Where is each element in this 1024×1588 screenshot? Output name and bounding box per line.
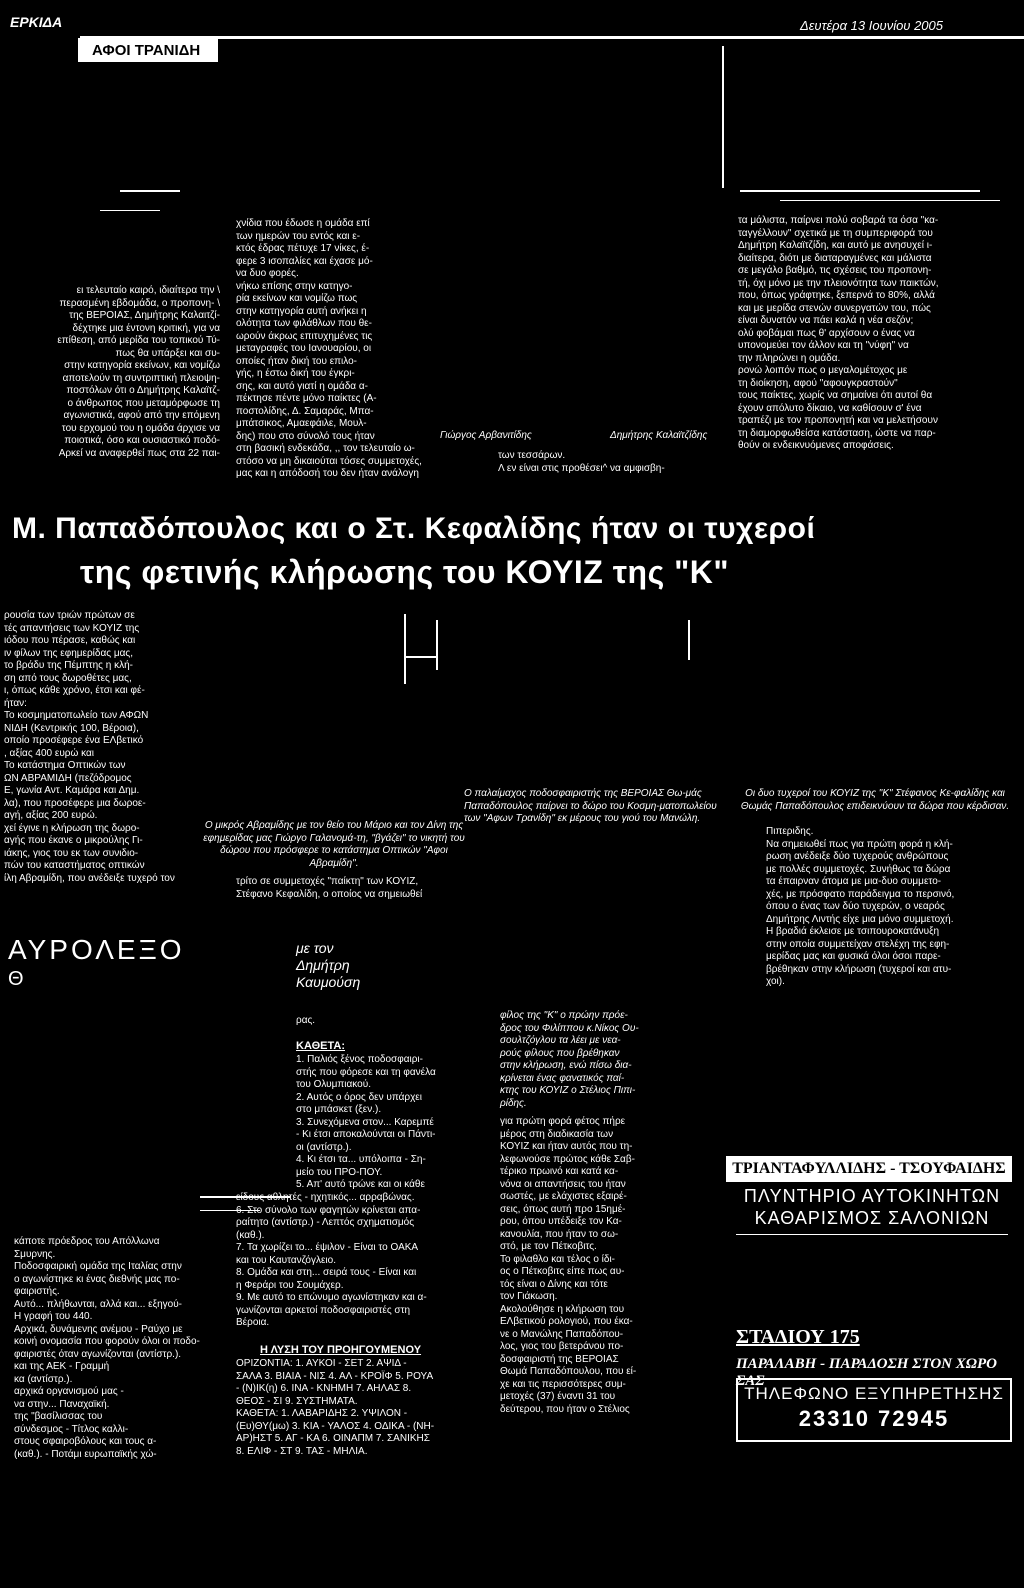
ad-phone: 23310 72945	[798, 1406, 950, 1431]
rule-4	[780, 200, 1000, 201]
photo-mark-4	[688, 620, 690, 660]
ad-phone-label: ΤΗΛΕΦΩΝΟ ΕΞΥΠΗΡΕΤΗΣΗΣ	[744, 1384, 1004, 1403]
ad-rule	[736, 1234, 1008, 1235]
crossword-title: ΑΥΡΟΛΕΞΟ	[8, 934, 185, 965]
rule-2	[100, 210, 160, 211]
crossword-byline: με τον Δημήτρη Καυμούση	[296, 940, 361, 990]
section-label: ΕΡΚΙΔΑ	[10, 14, 63, 30]
col1-top-text: ει τελευταίο καιρό, ιδιαίτερα την \ περασμένη εβδομάδα, ο προπονη- \ της ΒΕΡΟΙΑΣ, Δημήτρης Καλαιτζί- δέχτηκε μια έντονη κριτική, για να επίθεση, από μερίδα του τοπικού Τύ- πως θα υπάρξει και συ- στην κατηγορία εκείνων, και νομίζω αποτελούν τη συντριπτική πλειοψη- ποστόλων ότι ο Δημήτρης Καλαϊτζ- ο άνθρωπος που μεταμόρφωσε τη αγωνιστικά, αφού από την επόμενη του ερχομού του η ομάδα άρχισε να ποιοτικά, όσο και ουσιαστικό ποδό- Αρκεί να αναφερθεί πως στα 22 παι-	[57, 285, 220, 459]
headline-line-2: της φετινής κλήρωσης του ΚΟΥΙΖ της "Κ"	[80, 554, 730, 590]
col3-text: τρίτο σε συμμετοχές "παίκτη" των ΚΟΥΙΖ, Στέφανο Κεφαλίδη, ο οποίος να σημειωθεί	[236, 876, 423, 900]
kaqeta-text-wide: είδους αθλητές - ηχητικός... αρραβώνας. 6. Στο σύνολο των φαγητών κρίνεται απα- ραίτητο (αντίστρ.) - Λεπτός σχηματισμός (καθ.). 7. Τα χωρίζει το... έψιλον - Είναι το ΟΑΚΑ και του Καυτανζόγλειο. 8. Ομάδα και στη... σειρά τους - Είναι και η Φεράρι του Σουμάχερ. 9. Με αυτό το επώνυμο αγωνίστηκαν και α- γωνίζονται αρκετοί ποδοσφαιριστές στη Βέροια.	[236, 1192, 427, 1328]
col4-text: Πιπεριδης. Να σημειωθεί πως για πρώτη φορά η κλή- ρωση ανέδειξε δύο τυχερούς ανθρώπους με πολλές συμμετοχές. Συνήθως τα δώρα τα έπαιρναν άτομα με μια-δυο συμμετο- χές, με πρόσφατο παράδειγμα το περσινό, όπου ο ένας των δύο τυχερών, ο νεαρός Δημήτρης Λιντής είχε μια μόνο συμμετοχή. Η βραδιά έκλεισε με τσιπουροκατάνυξη στην οποία συμμετείχαν στελέχη της εφη- μερίδας μας και φυσικά όλοι όσοι παρε- βρέθηκαν στην κλήρωση (τυχεροί και ατυ- χοι).	[766, 826, 955, 987]
kaqeta-text: 1. Παλιός ξένος ποδοσφαιρι- στής που φόρεσε και τη φανέλα του Ολυμπιακού. 2. Αυτός ο όρος δεν υπάρχει στο μπάσκετ (ξεν.). 3. Συνεχόμενα στον... Καρεμπέ - Κι έτσι αποκαλούνται οι Πάντι- οι (αντίστρ.). 4. Κι έτσι τα... υπόλοιπα - Ση- μείο του ΠΡΟ-ΠΟΥ. 5. Απ' αυτό τρώνε και οι κάθε	[296, 1054, 436, 1190]
col4-top-text: τα μάλιστα, παίρνει πολύ σοβαρά τα όσα "κα- ταγγέλλουν" σχετικά με τη συμπεριφορά του Δημήτρη Καλαϊτζίδη, και αυτό με ανησυχεί ι- διαίτερα, διότι με διαταραγμένες και μάλιστα σε μεγάλο βαθμό, τις σχέσεις του προπονη- τή, όχι μόνο με την πλειονότητα των παικτών, που, όπως γράφτηκε, ξεπερνά το 80%, αλλά και με μερίδα στενών συνεργατών του, πώς είναι δυνατόν να πάει καλά η νέα σεζόν; ολύ φοβάμαι πως θ' αρχίσουν ο ένας να υπονομεύει τον άλλον και τη "νύφη" να την πληρώνει η ομάδα. ρονώ λοιπόν πως ο μεγαλομέτοχος με τη διοίκηση, αφού "αφουγκραστούν" τους παίκτες, χωρίς να σημαίνει ότι αυτοί θα έχουν απόλυτο δίκαιο, να καθίσουν σ' ένα τραπέζι με τον προπονητή και να μελετήσουν τη διαμορφωθείσα κατάσταση, ώστε να παρ- θούν οι ενδεικνυόμενες αποφάσεις.	[738, 215, 939, 451]
col3-story: για πρώτη φορά φέτος πήρε μέρος στη διαδικασία των ΚΟΥΙΖ και ήταν αυτός που τη- λεφωνούσε πρώτος κάθε Σαβ- τέρικο πρωινό και κατά κα- νόνα οι απαντήσεις του ήταν σωστές, με ελάχιστες εξαιρέ- σεις, όπως αυτή προ 15ημέ- ρου, όπου υπέδειξε τον Κα- κανουλία, που ήταν το σω- στό, με τον Πέτκοβιτς. Το φιλαθλο και τέλος ο ίδι- ος ο Πέτκοβιτς είπε πως αυ- τός είναι ο Δίνης και τότε τον Γιάκωση. Ακολούθησε η κλήρωση του ΕΛβετικού ρολογιού, που έκα- νε ο Μανώλης Παπαδόπου- λος, γιος του βετεράνου πο- δοσφαιριστή της ΒΕΡΟΙΑΣ Θωμά Παπαδόπουλου, που εί- χε και τις περισσότερες συμ- μετοχές (37) έναντι 31 του δεύτερου, που ήταν ο Στέλιος	[500, 1116, 637, 1415]
photo-mark-3	[404, 656, 438, 658]
caption-ousoultzoglou: φίλος της "Κ" ο πρώην πρόε- δρος του Φιλίππου κ.Νίκος Ου- σουλτζόγλου τα λέει με νεα- ρούς φίλους που βρέθηκαν στην κλήρωση, ενώ πίσω δια- κρίνεται ένας φανατικός παί- κτης του ΚΟΥΙΖ ο Στέλιος Πιπι- ρίδης.	[500, 1010, 639, 1109]
crossword-grid	[10, 990, 286, 1210]
solution-text: ΟΡΙΖΟΝΤΙΑ: 1. ΑΥΚΟΙ - ΣΕΤ 2. ΑΨΙΔ - ΣΑΛΑ 3. ΒΙΑΙΑ - ΝΙΣ 4. ΑΛ - ΚΡΟΪΦ 5. ΡΟΥΑ - (Ν)ΙΚ(η) 6. ΙΝΑ - ΚΝΗΜΗ 7. ΑΗΛΑΣ 8. ΘΕΟΣ - ΣΙ 9. ΣΥΣΤΗΜΑΤΑ. ΚΑΘΕΤΑ: 1. ΛΑΒΑΡΙΔΗΣ 2. ΥΨΙΛΟΝ - (Ευ)ΘΥ(μω) 3. ΚΙΑ - ΥΑΛΟΣ 4. ΟΔΙΚΑ - (ΝΗ- ΑΡ)ΗΣΤ 5. ΑΓ - ΚΑ 6. ΟΙΝΑΠΜ 7. ΣΑΝΙΚΗΣ 8. ΕΛΙΦ - ΣΤ 9. ΤΑΣ - ΜΗΛΙΑ.	[236, 1358, 435, 1457]
header-logo: ΑΦΟΙ ΤΡΑΝΙΔΗ	[92, 42, 201, 59]
crossword-ros: ρας.	[296, 1015, 316, 1026]
crossword-letter: Θ	[8, 968, 24, 990]
header-line	[80, 36, 1024, 39]
kaqeta-title: ΚΑΘΕΤΑ:	[296, 1040, 345, 1052]
caption-child: Ο μικρός Αβραμίδης με τον θείο του Μάριο και τον Δίνη της εφημερίδας μας Γιώργο Γαλανομά-τη, "βγάζει" το νικητή του δώρου που πρόσφερε το κατάστημα Οπτικών "Αφοι Αβραμίδη".	[203, 820, 465, 869]
caption-arvanitidis: Γιώργος Αρβανιτίδης	[440, 430, 532, 441]
ad-paralabi: ΠΑΡΑΛΑΒΗ - ΠΑΡΑΔΟΣΗ ΣΤΟΝ ΧΩΡΟ ΣΑΣ	[736, 1356, 997, 1389]
ad-name: ΤΡΙΑΝΤΑΦΥΛΛΙΔΗΣ - ΤΣΟΥΦΑΙΔΗΣ	[732, 1160, 1006, 1177]
col2-top-text: χνίδια που έδωσε η ομάδα επί των ημερών του εντός και ε- κτός έδρας πέτυχε 17 νίκες, έ- φερε 3 ισοπαλίες και έχασε μό- να δυο φορές. νήκω επίσης στην κατηγο- ρία εκείνων και νομίζω πως στην κατηγορία αυτή ανήκει η ολότητα των φιλάθλων που θε- ωρούν άκρως επιτυχημένες τις μεταγραφές του Ιανουαρίου, οι οποίες ήταν δική του επιλο- γής, η έστω δική του έγκρι- σης, και αυτό γιατί η ομάδα α- πέκτησε πέντε μόνο παίκτες (Α- ποστολίδης, Δ. Σαμαράς, Μπα- μπάτσικος, Αμαεφάιλε, Μουλ- δης) που στο σύνολό τους ήταν στη βασική ενδεκάδα, ,, τον τελευταίο ω- στόσο να μη δικαιούται τόσες συμμετοχές, μας και η απόδοσή του δεν ήταν ανάλογη	[236, 218, 422, 479]
ad-stadiou: ΣΤΑΔΙΟΥ 175	[736, 1326, 860, 1348]
solution-title: Η ΛΥΣΗ ΤΟΥ ΠΡΟΗΓΟΥΜΕΝΟΥ	[260, 1344, 422, 1356]
caption-player: Ο παλαίμαχος ποδοσφαιριστής της ΒΕΡΟΙΑΣ Θω-μάς Παπαδόπουλος παίρνει το δώρο του Κοσμη-ματοπωλείου των "Αφων Τρανίδη" εκ μέρους του γιού του Μανώλη.	[464, 788, 717, 824]
caption-kalaitzidis: Δημήτρης Καλαϊτζίδης	[610, 430, 708, 441]
article-left-text: ρουσία των τριών πρώτων σε τές απαντήσεις των ΚΟΥΙΖ της ιόδου που πέρασε, καθώς και ιν φίλων της εφημερίδας μας, το βράδυ της Πέμπτης η κλή- ση από τους δωροθέτες μας, ι, όπως κάθε χρόνο, έτσι και φέ- ήταν: Το κοσμηματοπωλείο των ΑΦΩΝ ΝΙΔΗ (Κεντρικής 100, Βέροια), οποίο προσέφερε ένα ΕΛβετικό , αξίας 400 ευρώ και Το κατάστημα Οπτικών των ΩΝ ΑΒΡΑΜΙΔΗ (πεζόδρομος Ε, γωνία Αντ. Καμάρα και Δημ. λα), που προσέφερε μια δωροε- αγή, αξίας 200 ευρώ. χεί έγινε η κλήρωση της δωρο- αγής που έκανε ο μικρούλης Γι- ιάκης, γιος του εκ των συνιδιο- πών του καταστήματος οπτικών ίλη Αβραμίδη, που ανέδειξε τυχερό τον	[4, 610, 175, 884]
rule-3	[740, 190, 980, 192]
photo-mark-2	[436, 620, 438, 670]
ad-line-2: ΚΑΘΑΡΙΣΜΟΣ ΣΑΛΟΝΙΩΝ	[754, 1208, 990, 1228]
date-line: Δευτέρα 13 Ιουνίου 2005	[800, 18, 943, 33]
photo-mark-1	[404, 614, 406, 684]
rule-1	[120, 190, 180, 192]
caption-winners: Οι δυο τυχεροί του ΚΟΥΙΖ της "Κ" Στέφανος Κε-φαλίδης και Θωμάς Παπαδόπουλος επιδεικνύουν τα δώρα που κέρδισαν.	[740, 788, 1010, 812]
ad-line-1: ΠΛΥΝΤΗΡΙΟ ΑΥΤΟΚΙΝΗΤΩΝ	[743, 1186, 1001, 1206]
headline-line-1: Μ. Παπαδόπουλος και ο Στ. Κεφαλίδης ήταν οι τυχεροί	[12, 512, 816, 545]
col3-mid-text: των τεσσάρων. Λ εν είναι στις προθέσει^ να αμφισβη-	[498, 450, 665, 474]
orizontia-text: κάποτε πρόεδρος του Απόλλωνα Σμυρνης. Ποδοσφαιρική ομάδα της Ιταλίας στην ο αγωνίστηκε κι ένας διεθνής μας πο- φαιριστής. Αυτό... πλήθωνται, αλλά και... εξηγού- Η γραφή του 440. Αρχικά, δυνάμενης ανέμου - Ραύχο με κοινή ονομασία που φορούν όλοι οι ποδο- φαιριστές όταν αγωνίζονται (αντίστρ.). και της ΑΕΚ - Γραμμή κα (αντίστρ.). αρχικά οργανισμού μας - να στην... Παναχαϊκή. της "βασίλισσας του σύνδεσμος - Τίτλος καλλι- στους σφαιροβόλους και τους α- (καθ.). - Ποτάμι ευρωπαϊκής χώ-	[14, 1236, 200, 1460]
top-right-box	[722, 46, 1004, 188]
